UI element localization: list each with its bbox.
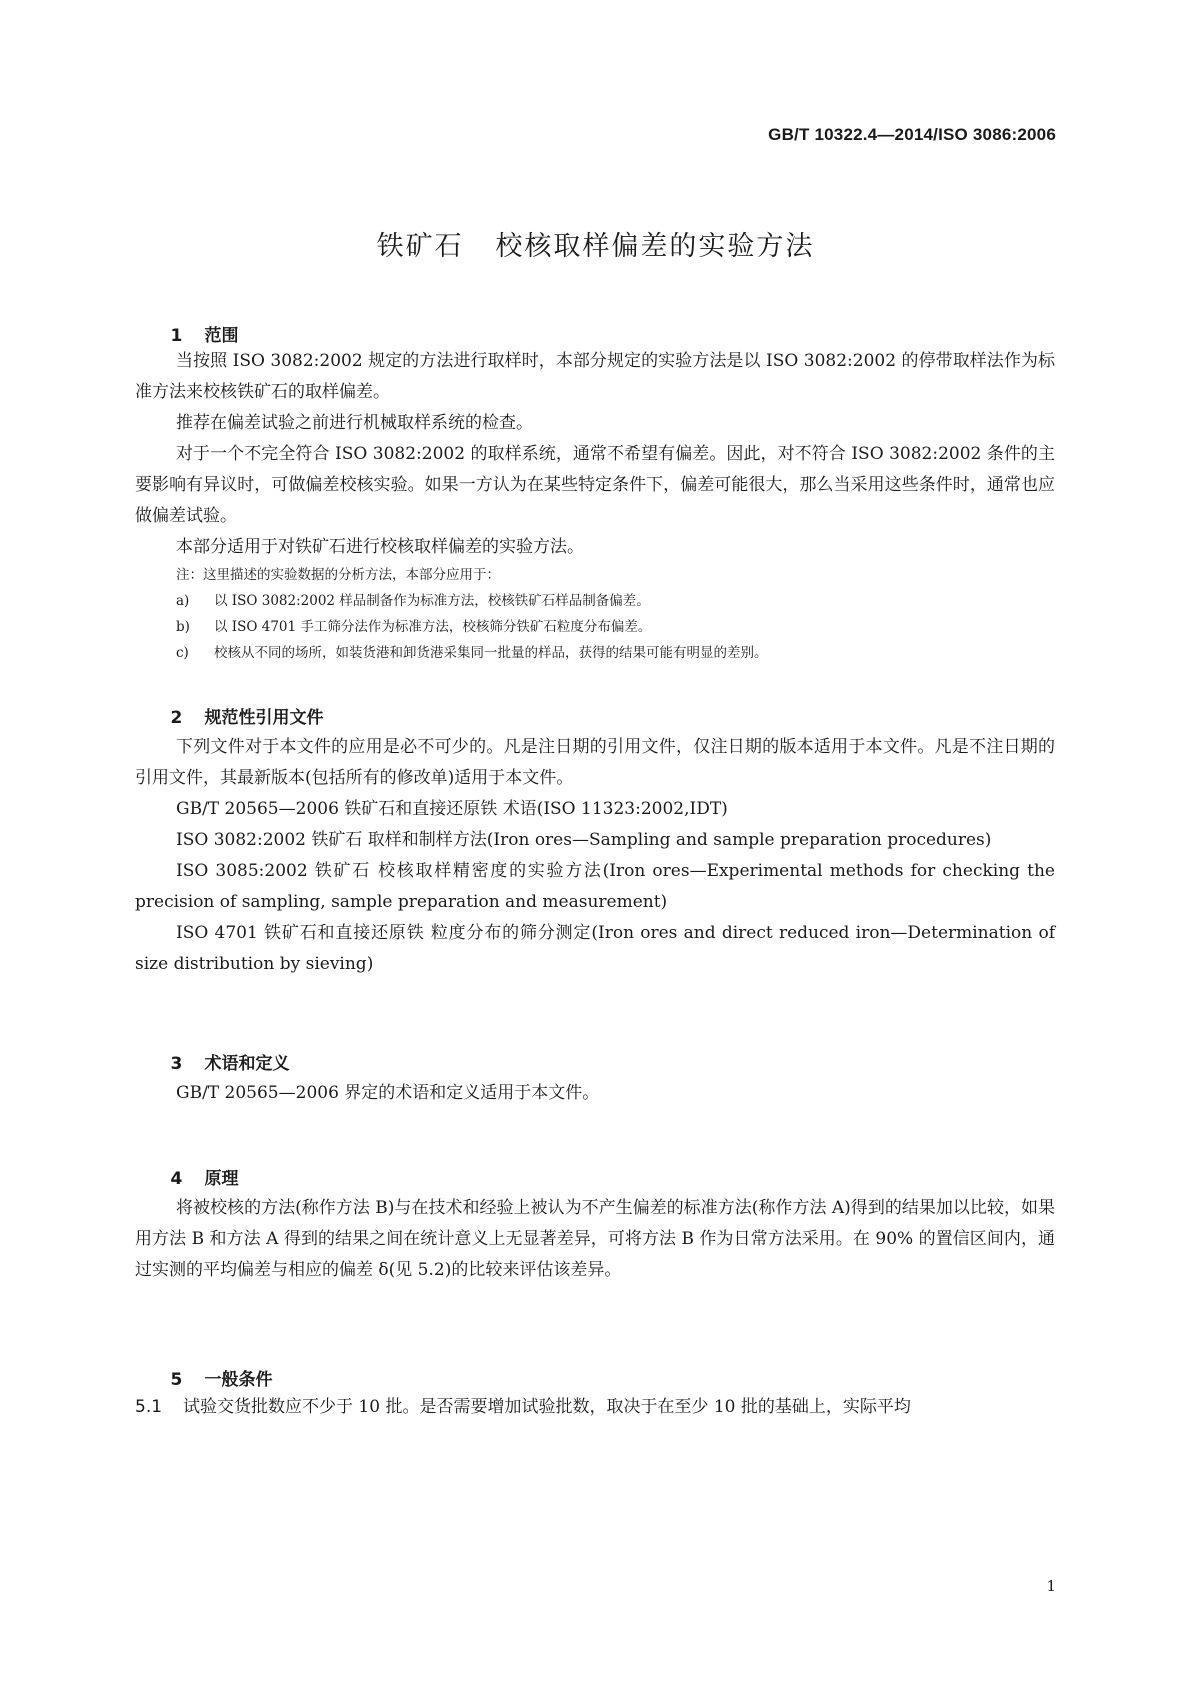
section-number: 2 — [170, 708, 183, 728]
section-terms-definitions — [135, 1022, 1055, 1109]
reference-entry: ISO 3082:2002 铁矿石 取样和制样方法(Iron ores—Sampling and sample preparation procedures) — [176, 830, 992, 850]
document-title: 铁矿石 校核取样偏差的实验方法 — [376, 231, 815, 262]
section-scope — [135, 294, 1055, 666]
note-item — [135, 614, 1055, 640]
reference-entry: ISO 4701 铁矿石和直接还原铁 粒度分布的筛分测定(Iron ores and direct reduced iron—Determination of size distribution by sieving) — [135, 923, 1055, 974]
section-title: 范围 — [204, 326, 239, 346]
section-number: 5 — [170, 1370, 183, 1390]
section-title: 一般条件 — [204, 1370, 273, 1390]
section-heading — [135, 294, 1055, 346]
section-heading — [135, 1338, 1055, 1390]
reference-entry: GB/T 20565—2006 铁矿石和直接还原铁 术语(ISO 11323:2002,IDT) — [176, 799, 728, 819]
section-number: 4 — [170, 1169, 183, 1189]
note-item-label: a) — [176, 593, 190, 609]
note-item-text: 校核从不同的场所，如装货港和卸货港采集同一批量的样品，获得的结果可能有明显的差别。 — [214, 645, 768, 661]
clause-text: 试验交货批数应不少于 10 批。是否需要增加试验批数，取决于在至少 10 批的基础上，实际平均 — [183, 1397, 911, 1417]
paragraph: GB/T 20565—2006 界定的术语和定义适用于本文件。 — [176, 1083, 600, 1103]
section-title: 术语和定义 — [204, 1054, 290, 1074]
page-number: 1 — [1046, 1577, 1056, 1595]
note-item-text: 以 ISO 4701 手工筛分法作为标准方法，校核筛分铁矿石粒度分布偏差。 — [214, 619, 652, 635]
paragraph: 当按照 ISO 3082:2002 规定的方法进行取样时，本部分规定的实验方法是以 ISO 3082:2002 的停带取样法作为标准方法来校核铁矿石的取样偏差。 — [135, 351, 1055, 402]
section-heading — [135, 1022, 1055, 1074]
note-lead: 注：这里描述的实验数据的分析方法，本部分应用于： — [176, 567, 500, 583]
note-item-label: c) — [176, 645, 189, 661]
section-normative-references — [135, 676, 1055, 980]
note-item-text: 以 ISO 3082:2002 样品制备作为标准方法，校核铁矿石样品制备偏差。 — [214, 593, 650, 609]
section-general-conditions — [135, 1338, 1055, 1423]
clause-number: 5.1 — [135, 1397, 163, 1417]
note-item-label: b) — [176, 619, 190, 635]
paragraph: 推荐在偏差试验之前进行机械取样系统的检查。 — [176, 413, 533, 433]
paragraph: 将被校核的方法(称作方法 B)与在技术和经验上被认为不产生偏差的标准方法(称作方法 A)得到的结果加以比较，如果用方法 B 和方法 A 得到的结果之间在统计意义上无显著差异，可将方法 B 作为日常方法采用。在 90% 的置信区间内，通过实测的平均偏差与相应的偏差 δ(见 5.2)的比较来评估该差异。 — [135, 1198, 1055, 1280]
section-title: 规范性引用文件 — [204, 708, 324, 728]
paragraph: 下列文件对于本文件的应用是必不可少的。凡是注日期的引用文件，仅注日期的版本适用于本文件。凡是不注日期的引用文件，其最新版本(包括所有的修改单)适用于本文件。 — [135, 737, 1055, 788]
note-item — [135, 588, 1055, 614]
section-number: 3 — [170, 1054, 183, 1074]
section-number: 1 — [170, 326, 183, 346]
section-principle — [135, 1137, 1055, 1286]
reference-entry: ISO 3085:2002 铁矿石 校核取样精密度的实验方法(Iron ores—Experimental methods for checking the precision of sampling, sample preparation and measurement) — [135, 861, 1055, 912]
section-heading — [135, 1137, 1055, 1189]
paragraph: 对于一个不完全符合 ISO 3082:2002 的取样系统，通常不希望有偏差。因此，对不符合 ISO 3082:2002 条件的主要影响有异议时，可做偏差校核实验。如果一方认为在某些特定条件下，偏差可能很大，那么当采用这些条件时，通常也应做偏差试验。 — [135, 444, 1055, 526]
paragraph: 本部分适用于对铁矿石进行校核取样偏差的实验方法。 — [176, 537, 584, 557]
section-heading — [135, 676, 1055, 728]
note-item — [135, 640, 1055, 666]
clause-5-1 — [135, 1392, 1055, 1423]
standard-code: GB/T 10322.4—2014/ISO 3086:2006 — [768, 125, 1056, 144]
section-title: 原理 — [204, 1169, 239, 1189]
